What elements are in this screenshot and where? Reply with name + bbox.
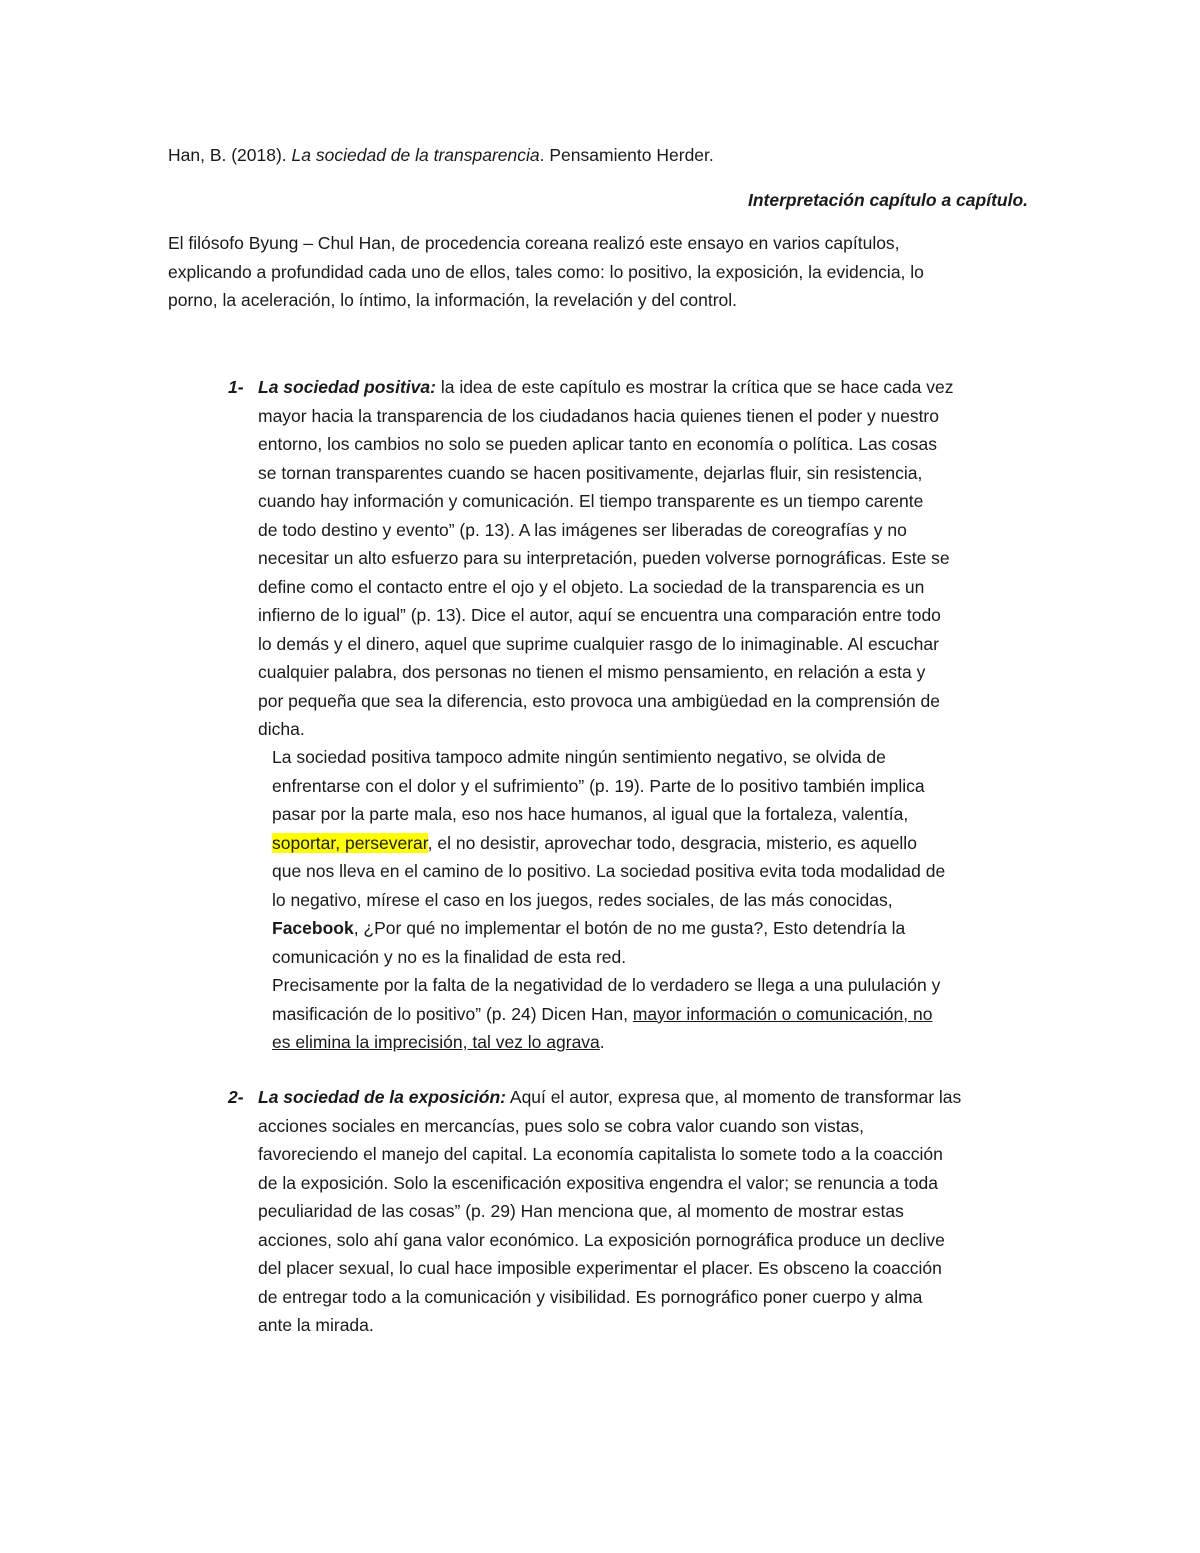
bibliographic-reference [168,143,714,167]
text-segment: , ¿Por qué no implementar el botón de no me gusta?, Esto detendría la [353,918,906,938]
text-line: dicha. [258,719,305,739]
text-line: ante la mirada. [258,1315,374,1335]
text-line: que nos lleva en el camino de lo positivo. La sociedad positiva evita toda modalidad de [272,861,946,881]
text-line: cualquier palabra, dos personas no tienen el mismo pensamiento, en relación a esta y [258,662,926,682]
text-line: pasar por la parte mala, eso nos hace humanos, al igual que la fortaleza, valentía, [272,804,909,824]
section-1 [168,373,1048,744]
text-line [272,829,1048,858]
page-heading: Interpretación capítulo a capítulo. [747,190,1028,210]
text-line: define como el contacto entre el ojo y el objeto. La sociedad de la transparencia es un [258,576,925,597]
text-line [272,1000,1048,1029]
text-line: entorno, los cambios no solo se pueden aplicar tanto en economía o política. Las cosas [258,434,938,454]
text-line: infierno de lo igual” (p. 13). Dice el autor, aquí se encuentra una comparación entre todo [258,605,941,625]
reference-author-year: Han, B. (2018). [168,145,292,165]
text-line: lo demás y el dinero, aquel que suprime cualquier rasgo de lo inimaginable. Al escuchar [258,633,939,654]
text-line: de todo destino y evento” (p. 13). A las imágenes ser liberadas de coreografías y no [258,519,907,540]
text-line: necesitar un alto esfuerzo para su interpretación, pueden volverse pornográficas. Este se [258,548,950,568]
section-1-number: 1- [228,377,244,397]
underlined-text: es elimina la imprecisión, tal vez lo agrava [272,1032,600,1052]
underlined-text: mayor información o comunicación, no [632,1003,933,1024]
intro-paragraph [168,229,1048,315]
section-2 [168,1083,1048,1340]
intro-line: porno, la aceleración, lo íntimo, la información, la revelación y del control. [168,290,738,310]
text-line: del placer sexual, lo cual hace imposible experimentar el placer. Es obsceno la coacción [258,1258,942,1278]
section-1-first-line-text: la idea de este capítulo es mostrar la crítica que se hace cada vez [435,377,954,397]
intro-line: explicando a profundidad cada uno de ellos, tales como: lo positivo, la exposición, la evidencia, lo [168,261,924,282]
text-line: cuando hay información y comunicación. El tiempo transparente es un tiempo carente [258,491,924,511]
facebook-bold-text: Facebook [272,918,354,938]
text-line: Precisamente por la falta de la negatividad de lo verdadero se llega a una pululación y [272,975,941,995]
highlighted-text: soportar, perseverar [272,832,428,853]
reference-publisher: . Pensamiento Herder. [539,145,714,165]
text-line: comunicación y no es la finalidad de esta red. [272,946,627,967]
paragraph-2-body [272,743,1048,1057]
text-line: mayor hacia la transparencia de los ciudadanos hacia quienes tienen el poder y nuestro [258,405,939,426]
text-line [272,1028,1048,1057]
section-2-first-line [258,1083,1048,1112]
reference-title: La sociedad de la transparencia [291,145,540,165]
text-line: de entregar todo a la comunicación y visibilidad. Es pornográfico poner cuerpo y alma [258,1286,923,1307]
section-2-number: 2- [228,1087,244,1107]
text-line: enfrentarse con el dolor y el sufrimiento” (p. 19). Parte de lo positivo también implica [272,775,925,796]
text-line: La sociedad positiva tampoco admite ningún sentimiento negativo, se olvida de [272,747,886,767]
section-1-title: La sociedad positiva: [258,377,436,397]
section-2-first-line-text: Aquí el autor, expresa que, al momento de transformar las [506,1087,962,1107]
text-line: peculiaridad de las cosas” (p. 29) Han menciona que, al momento de mostrar estas [258,1201,904,1221]
text-line: de la exposición. Solo la escenificación expositiva engendra el valor; se renuncia a toda [258,1172,939,1193]
intro-line: El filósofo Byung – Chul Han, de procedencia coreana realizó este ensayo en varios capítulos, [168,233,900,253]
text-line: se tornan transparentes cuando se hacen positivamente, dejarlas fluir, sin resistencia, [258,462,923,483]
section-1-paragraph-2 [168,743,1048,1057]
section-2-title: La sociedad de la exposición: [258,1087,506,1107]
section-1-first-line [258,373,1048,402]
text-line [272,914,1048,943]
text-line: lo negativo, mírese el caso en los juegos, redes sociales, de las más conocidas, [272,889,893,910]
text-line: acciones, solo ahí gana valor económico. La exposición pornográfica produce un declive [258,1229,945,1250]
section-1-body [258,373,1048,744]
text-line: acciones sociales en mercancías, pues solo se cobra valor cuando son vistas, [258,1115,865,1136]
text-line: favoreciendo el manejo del capital. La economía capitalista lo somete todo a la coacción [258,1144,943,1164]
text-segment: , el no desistir, aprovechar todo, desgracia, misterio, es aquello [427,832,917,853]
text-segment: masificación de lo positivo” (p. 24) Dicen Han, [272,1003,633,1024]
section-2-body [258,1083,1048,1340]
text-line: por pequeña que sea la diferencia, esto provoca una ambigüedad en la comprensión de [258,690,941,711]
text-segment: . [599,1032,605,1052]
